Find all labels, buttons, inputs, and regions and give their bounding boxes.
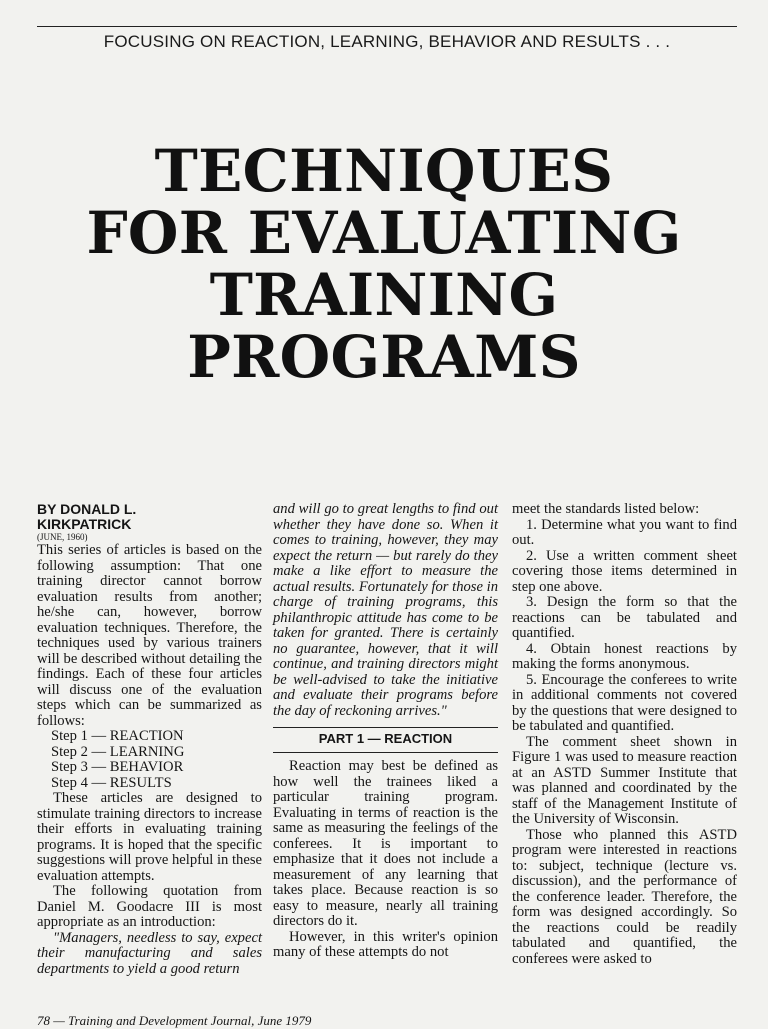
standards-item: 1. Determine what you want to find out.	[512, 516, 737, 548]
author-name-line1: BY DONALD L.	[37, 501, 137, 517]
step-item: Step 2 — LEARNING	[51, 743, 185, 760]
title-line: TRAINING	[209, 261, 559, 329]
column-2	[273, 502, 498, 961]
byline	[37, 502, 262, 532]
body-paragraph: Reaction may best be defined as how well the trainees liked a particular training program. Evaluating in terms of reaction is the same as measuring the feelings of the conferees. It is important to emphasize that it does not include a measurement of any learning that takes place. Because reaction is so easy to measure, nearly all training directors do it.	[273, 758, 498, 929]
header-rule	[37, 26, 737, 27]
publication-date: (JUNE, 1960)	[37, 532, 88, 542]
body-paragraph: Those who planned this ASTD program were interested in reactions to: subject, technique (lecture vs. discussion), and the performance of the conference leader. Therefore, the form was designed accordingly. So the reactions could be readily tabulated and quantified, the conferees were asked to	[512, 826, 737, 967]
step-item: Step 1 — REACTION	[51, 728, 184, 744]
intro-paragraph: This series of articles is based on the following assumption: That one training director cannot borrow evaluation results from another; he/she can, however, borrow evaluation techniques. Therefore, the techniques used by various trainers will be described without detailing the findings. Each of these four articles will discuss one of the evaluation steps which can be summarized as follows:	[37, 542, 262, 729]
body-paragraph: The comment sheet shown in Figure 1 was used to measure reaction at an ASTD Summer Institute that was planned and coordinated by the staff of the Management Institute of the University of Wisconsin.	[512, 733, 737, 827]
step-item: Step 3 — BEHAVIOR	[51, 759, 184, 775]
body-paragraph: However, in this writer's opinion many of these attempts do not	[273, 928, 498, 960]
step-item: Step 4 — RESULTS	[51, 774, 172, 791]
standards-item: 2. Use a written comment sheet covering those items determined in step one above.	[512, 547, 737, 595]
title-line: PROGRAMS	[187, 323, 581, 391]
evaluation-steps-list	[51, 729, 262, 791]
body-paragraph: These articles are designed to stimulate training directors to increase their efforts in evaluating training programs. It is hoped that the specific suggestions will prove helpful in these evaluation attempts.	[37, 790, 262, 884]
body-paragraph: meet the standards listed below:	[512, 501, 700, 517]
series-kicker: FOCUSING ON REACTION, LEARNING, BEHAVIOR AND RESULTS . . .	[103, 32, 671, 51]
author-name-line2: KIRKPATRICK	[37, 516, 132, 532]
section-heading: PART 1 — REACTION	[273, 727, 498, 753]
column-1	[37, 502, 262, 977]
body-paragraph: The following quotation from Daniel M. Goodacre III is most appropriate as an introduction:	[37, 883, 262, 930]
title-line: FOR EVALUATING	[86, 199, 682, 267]
quotation-start: "Managers, needless to say, expect their manufacturing and sales departments to yield a good return	[37, 929, 262, 977]
standards-item: 5. Encourage the conferees to write in additional comments not covered by the questions that were designed to be tabulated and quantified.	[512, 671, 737, 734]
article-title	[0, 137, 768, 391]
standards-item: 4. Obtain honest reactions by making the forms anonymous.	[512, 640, 737, 672]
page-footer: 78 — Training and Development Journal, June 1979	[37, 1013, 312, 1028]
title-line: TECHNIQUES	[154, 137, 614, 205]
standards-item: 3. Design the form so that the reactions can be tabulated and quantified.	[512, 594, 737, 641]
quotation-end: and will go to great lengths to find out whether they have done so. When it comes to training, however, they may expect the return — but rarely do they make a like effort to measure the actual results. Fortunately for those in charge of training programs, this philanthropic attitude has come to be taken for granted. There is certainly no guarantee, however, that it will continue, and training directors might be well-advised to take the initiative and evaluate their programs before the day of reckoning arrives."	[273, 501, 498, 719]
column-3	[512, 502, 737, 967]
